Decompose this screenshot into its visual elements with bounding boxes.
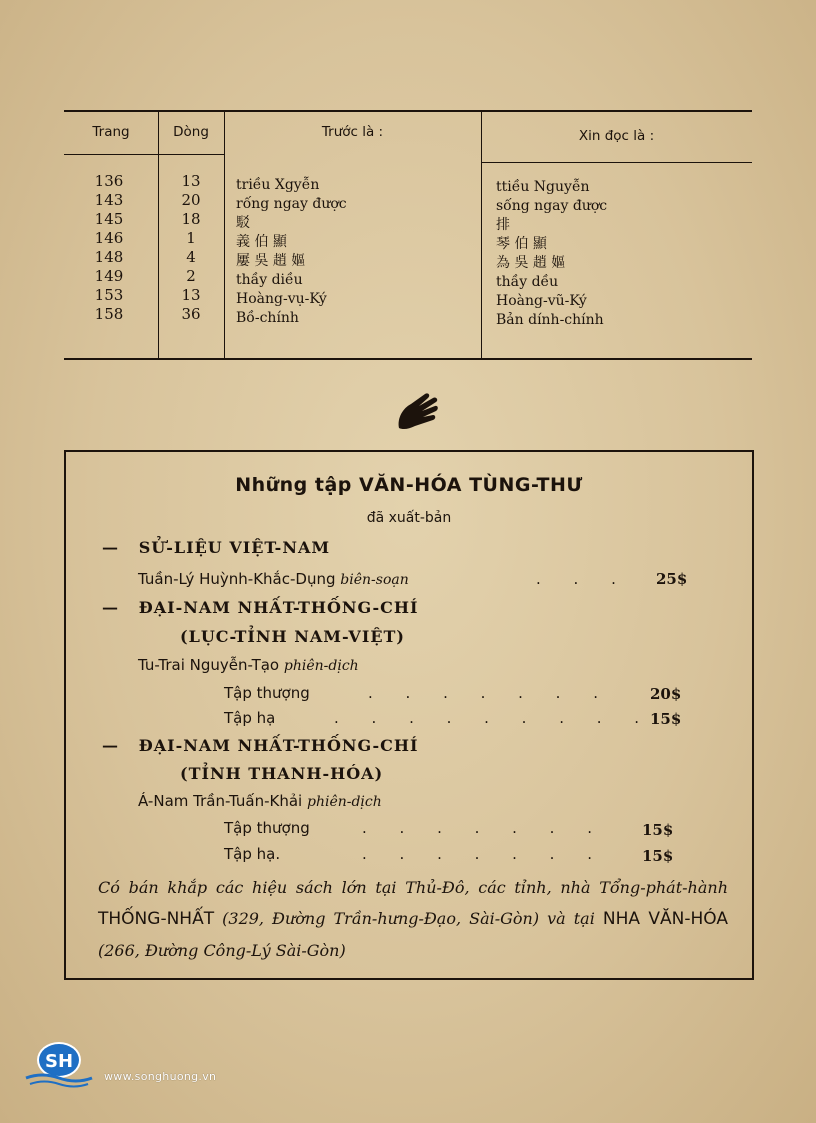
header-line: Dòng: [173, 124, 209, 140]
wrong-cell: triều Xgyễn: [236, 177, 320, 193]
line-cell: 2: [186, 267, 196, 285]
page-cell: 148: [94, 248, 124, 266]
leader-dots: . . .: [536, 570, 630, 588]
volume-price: 15$: [642, 821, 674, 839]
note-text: Có bán khắp các hiệu sách lớn tại Thủ-Đô, các tỉnh, nhà Tổng-phát-hành: [98, 878, 728, 897]
line-cell: 13: [181, 286, 201, 304]
entry-heading: [102, 598, 419, 617]
entry-role: biên-soạn: [340, 572, 409, 588]
line-cell: 13: [181, 172, 201, 190]
leader-dots: . . . . . . .: [362, 819, 606, 837]
volume-label: Tập thượng: [224, 684, 310, 702]
website-link[interactable]: www.songhuong.vn: [104, 1070, 217, 1083]
entry-author-line: [138, 656, 359, 674]
dash: —: [102, 736, 119, 755]
hand-ornament-icon: [395, 392, 439, 432]
entry-title: ĐẠI-NAM NHẤT-THỐNG-CHÍ: [138, 598, 419, 617]
entry-subheading: (TỈNH THANH-HÓA): [180, 764, 384, 783]
header-rule: [481, 162, 752, 163]
wrong-column: [236, 176, 347, 328]
entry-price: 25$: [656, 570, 688, 588]
correct-cell: Bản dính-chính: [496, 312, 604, 328]
page-cell: 136: [94, 172, 124, 190]
header-page: Trang: [92, 124, 130, 140]
dash: —: [102, 538, 119, 557]
distributor-name: THỐNG-NHẤT: [98, 909, 215, 929]
errata-table: [64, 110, 752, 360]
songhuong-logo-icon: [22, 1040, 96, 1088]
correct-cell: 為 吳 趙 嫗: [496, 255, 566, 271]
publisher-name: NHA VĂN-HÓA: [602, 909, 728, 929]
volume-price: 15$: [642, 847, 674, 865]
volume-label: Tập hạ.: [224, 845, 281, 863]
entry-heading: [102, 736, 419, 755]
entry-subheading: (LỤC-TỈNH NAM-VIỆT): [180, 627, 405, 646]
header-wrong: Trước là :: [321, 124, 384, 140]
volume-price: 15$: [650, 710, 682, 728]
entry-role: phiên-dịch: [306, 794, 382, 810]
correct-cell: ttiều Nguyễn: [496, 179, 590, 195]
line-column: [158, 172, 224, 324]
entry-author: Tuần-Lý Huỳnh-Khắc-Dụng: [138, 570, 336, 588]
page-cell: 153: [94, 286, 124, 304]
correct-column: [496, 178, 607, 330]
availability-note: [98, 872, 728, 966]
leader-dots: . . . . . . . . .: [334, 709, 654, 727]
header-rule: [64, 154, 224, 155]
volume-price: 20$: [650, 685, 682, 703]
volume-label: Tập thượng: [224, 819, 310, 837]
leader-dots: . . . . . . .: [362, 845, 606, 863]
line-cell: 20: [181, 191, 201, 209]
page-column: [68, 172, 150, 324]
page-cell: 143: [94, 191, 124, 209]
wrong-cell: 義 伯 顯: [236, 234, 287, 250]
entry-author-line: [138, 792, 382, 810]
wrong-cell: Bồ-chính: [236, 310, 299, 326]
dash: —: [102, 598, 119, 617]
column-divider: [224, 112, 225, 358]
line-cell: 18: [181, 210, 201, 228]
wrong-cell: Hoàng-vụ-Ký: [236, 291, 327, 307]
page-cell: 146: [94, 229, 124, 247]
page-cell: 149: [94, 267, 124, 285]
leader-dots: . . . . . . .: [368, 684, 612, 702]
publications-subtitle: đã xuất-bản: [366, 510, 452, 526]
publications-box: [64, 450, 754, 980]
header-correct: Xin đọc là :: [578, 128, 655, 144]
note-text: (266, Đường Công-Lý Sài-Gòn): [98, 941, 346, 960]
line-cell: 1: [186, 229, 196, 247]
correct-cell: 排: [496, 217, 510, 233]
line-cell: 4: [186, 248, 196, 266]
correct-cell: thầy dều: [496, 274, 559, 290]
wrong-cell: 屢 吳 趙 嫗: [236, 253, 306, 269]
wrong-cell: rống ngay được: [236, 196, 347, 212]
column-divider: [481, 112, 482, 358]
wrong-cell: thầy diều: [236, 272, 303, 288]
entry-author-line: [138, 570, 409, 588]
entry-title: ĐẠI-NAM NHẤT-THỐNG-CHÍ: [138, 736, 419, 755]
logo-text: SH: [44, 1051, 74, 1072]
entry-author: Á-Nam Trần-Tuấn-Khải: [138, 792, 303, 810]
correct-cell: Hoàng-vũ-Ký: [496, 293, 587, 309]
entry-author: Tu-Trai Nguyễn-Tạo: [138, 656, 280, 674]
entry-title: SỬ-LIỆU VIỆT-NAM: [138, 538, 331, 557]
volume-label: Tập hạ: [224, 709, 276, 727]
entry-role: phiên-dịch: [283, 658, 359, 674]
page-cell: 158: [94, 305, 124, 323]
correct-cell: sống ngay được: [496, 198, 608, 214]
correct-cell: 琴 伯 顯: [496, 236, 547, 252]
line-cell: 36: [181, 305, 201, 323]
publications-title: Những tập VĂN-HÓA TÙNG-THƯ: [235, 474, 583, 496]
wrong-cell: 駁: [236, 215, 250, 231]
entry-heading: [102, 538, 330, 557]
page-cell: 145: [94, 210, 124, 228]
note-text: (329, Đường Trần-hưng-Đạo, Sài-Gòn) và tại: [222, 909, 595, 928]
